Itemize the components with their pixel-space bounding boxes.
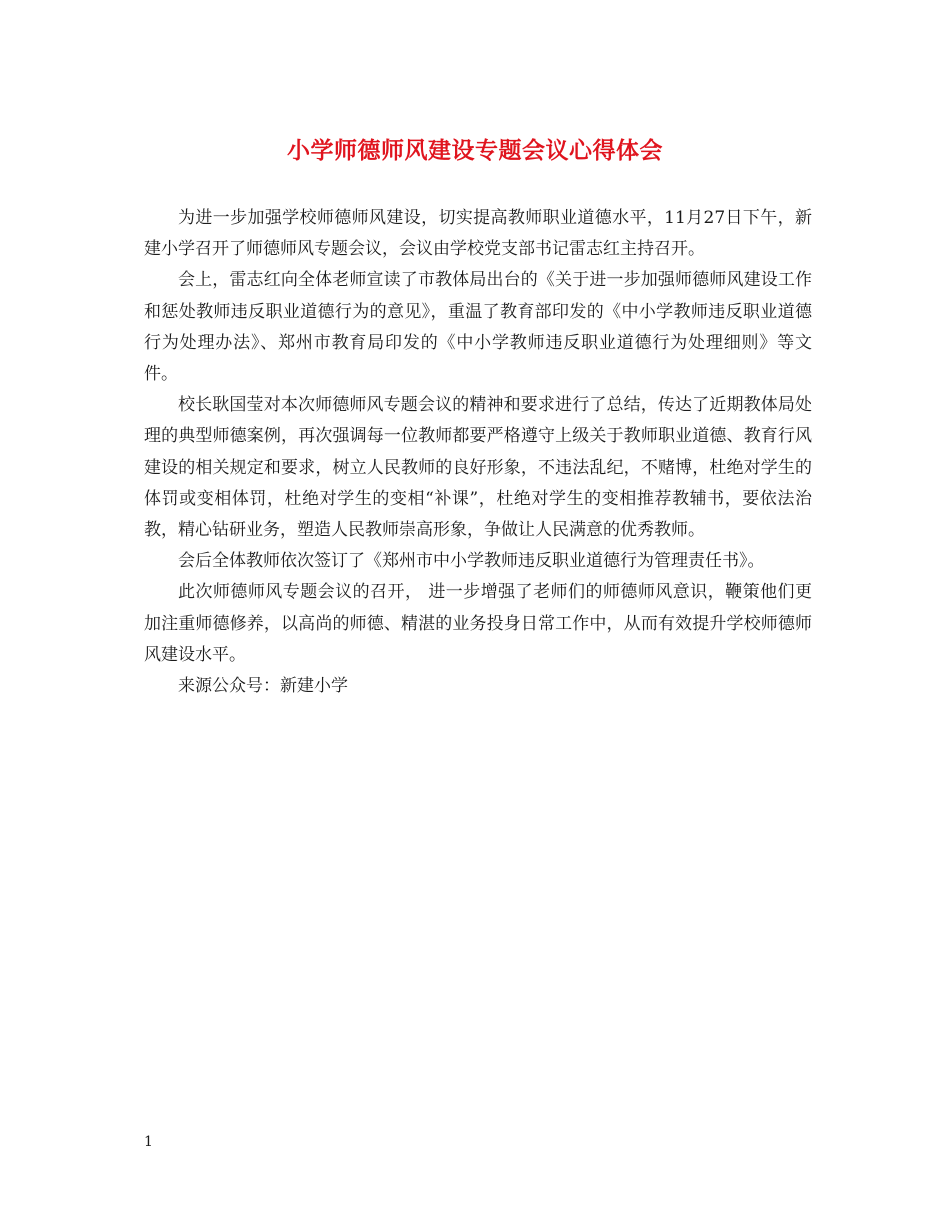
paragraph-conclusion: 此次师德师风专题会议的召开， 进一步增强了老师们的师德师风意识，鞭策他们更加注重师德修养，以高尚的师德、精湛的业务投身日常工作中，从而有效提升学校师德师风建设水平。 bbox=[144, 582, 812, 665]
document-body bbox=[144, 203, 812, 702]
paragraph-principal-summary: 校长耿国莹对本次师德师风专题会议的精神和要求进行了总结，传达了近期教体局处理的典型师德案例，再次强调每一位教师都要严格遵守上级关于教师职业道德、教育行风建设的相关规定和要求，树立人民教师的良好形象，不违法乱纪，不赌博，杜绝对学生的体罚或变相体罚，杜绝对学生的变相“补课”，杜绝对学生的变相推荐教辅书，要依法治教，精心钻研业务，塑造人民教师崇高形象，争做让人民满意的优秀教师。 bbox=[144, 395, 812, 541]
paragraph-meeting-intro: 为进一步加强学校师德师风建设，切实提高教师职业道德水平，11月27日下午，新建小学召开了师德师风专题会议，会议由学校党支部书记雷志红主持召开。 bbox=[144, 208, 812, 260]
paragraph-responsibility-signing: 会后全体教师依次签订了《郑州市中小学教师违反职业道德行为管理责任书》。 bbox=[178, 551, 765, 572]
paragraph-documents-read: 会上，雷志红向全体老师宣读了市教体局出台的《关于进一步加强师德师风建设工作和惩处教师违反职业道德行为的意见》，重温了教育部印发的《中小学教师违反职业道德行为处理办法》、郑州市教育局印发的《中小学教师违反职业道德行为处理细则》等文件。 bbox=[144, 270, 812, 385]
page-number: 1 bbox=[144, 1134, 153, 1150]
document-title: 小学师德师风建设专题会议心得体会 bbox=[287, 137, 663, 164]
paragraph-source: 来源公众号：新建小学 bbox=[178, 676, 348, 697]
